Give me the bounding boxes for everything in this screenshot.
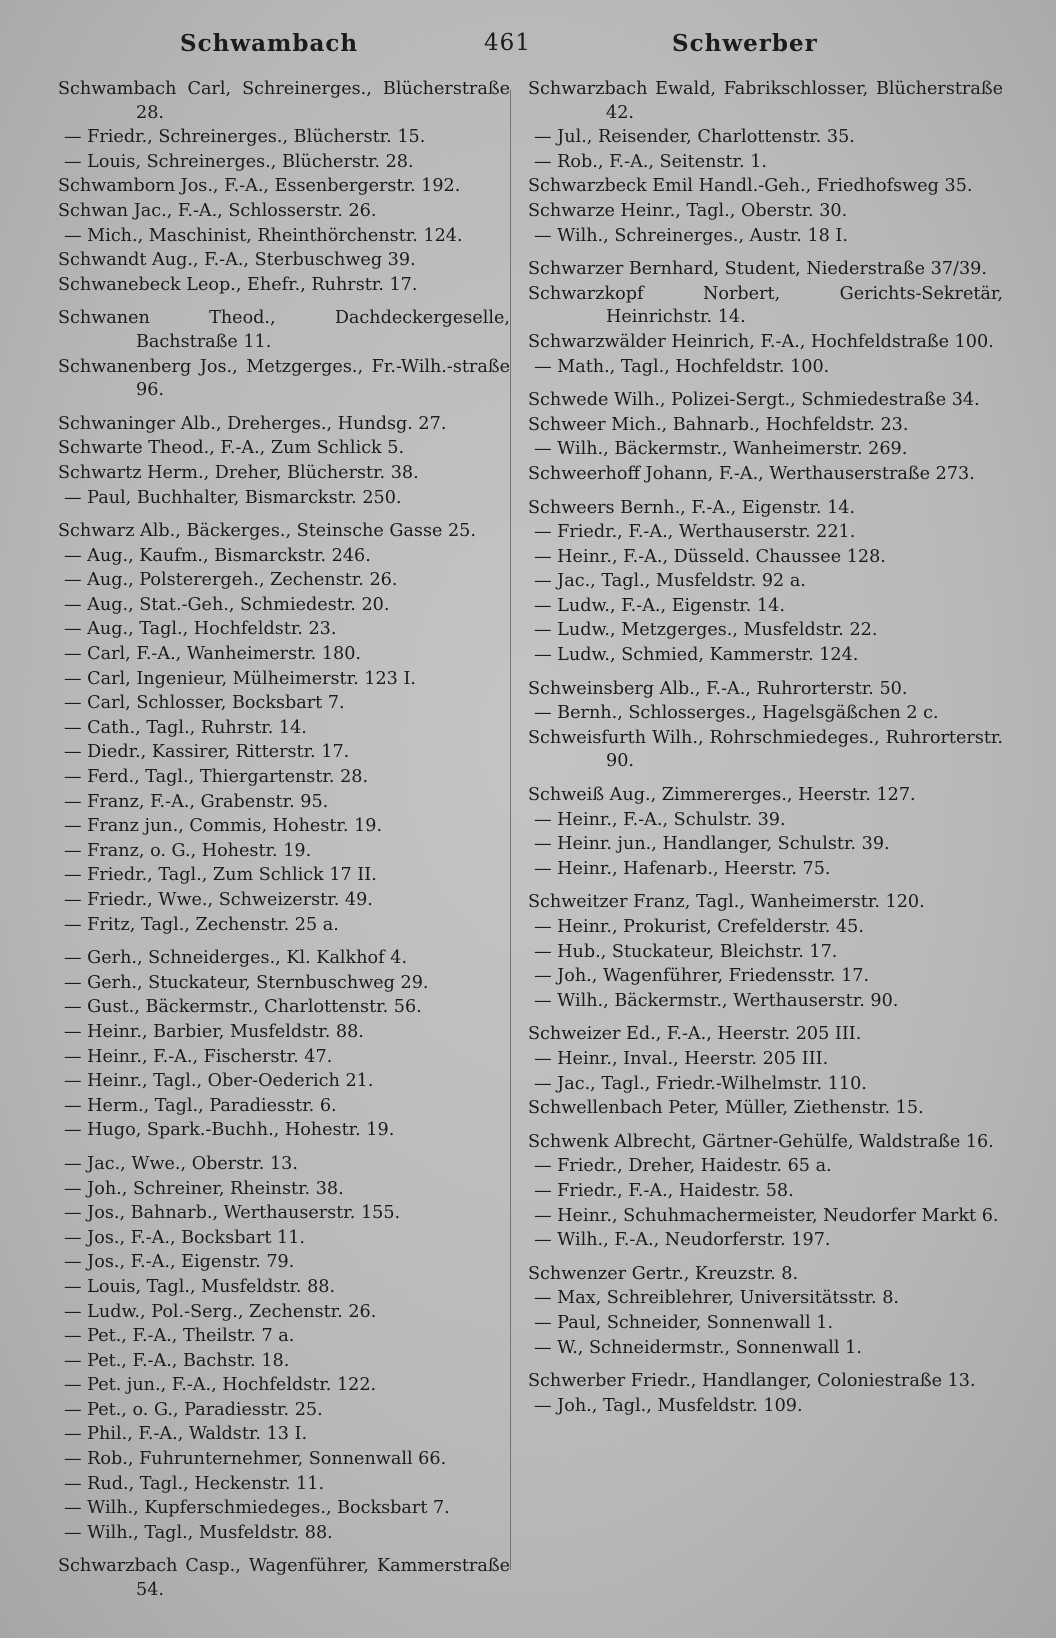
directory-entry: Schwan Jac., F.-A., Schlosserstr. 26. bbox=[58, 200, 377, 221]
directory-entry: — Ludw., F.-A., Eigenstr. 14. bbox=[534, 595, 785, 616]
directory-entry: — Hub., Stuckateur, Bleichstr. 17. bbox=[534, 941, 838, 962]
directory-entry: — Friedr., F.-A., Werthauserstr. 221. bbox=[534, 522, 856, 543]
right-column bbox=[528, 78, 1003, 1419]
directory-entry: — Hugo, Spark.-Buchh., Hohestr. 19. bbox=[64, 1120, 395, 1141]
directory-entry: — Jos., F.-A., Bocksbart 11. bbox=[64, 1227, 305, 1248]
directory-entry: — Paul, Buchhalter, Bismarckstr. 250. bbox=[64, 487, 402, 508]
directory-entry: — Wilh., Tagl., Musfeldstr. 88. bbox=[64, 1522, 333, 1543]
directory-entry: — Louis, Schreinerges., Blücherstr. 28. bbox=[64, 151, 414, 172]
directory-entry: — Heinr., Prokurist, Crefelderstr. 45. bbox=[534, 917, 864, 937]
directory-entry: — Ferd., Tagl., Thiergartenstr. 28. bbox=[64, 767, 369, 788]
directory-entry: — Rob., F.-A., Seitenstr. 1. bbox=[534, 151, 768, 172]
directory-entry: Schwandt Aug., F.-A., Sterbuschweg 39. bbox=[58, 250, 416, 271]
directory-entry: Schwanenberg Jos., Metzgerges., Fr.-Wilh.-straße 96. bbox=[58, 356, 510, 401]
directory-entry: — Heinr., Barbier, Musfeldstr. 88. bbox=[64, 1021, 364, 1042]
directory-entry: — Heinr., Hafenarb., Heerstr. 75. bbox=[534, 858, 831, 879]
directory-entry: — Pet., F.-A., Bachstr. 18. bbox=[64, 1350, 290, 1371]
directory-entry: — Rud., Tagl., Heckenstr. 11. bbox=[64, 1473, 325, 1494]
directory-entry: Schwarzbach Casp., Wagenführer, Kammerstraße 54. bbox=[58, 1556, 510, 1601]
directory-entry: Schwarzbach Ewald, Fabrikschlosser, Blücherstraße 42. bbox=[528, 79, 1003, 123]
directory-entry: Schwambach Carl, Schreinerges., Blücherstraße 28. bbox=[58, 79, 510, 123]
directory-entry: — Wilh., F.-A., Neudorferstr. 197. bbox=[534, 1230, 831, 1251]
directory-entry: Schweitzer Franz, Tagl., Wanheimerstr. 120. bbox=[528, 892, 925, 913]
running-head-left: Schwambach bbox=[180, 30, 359, 57]
directory-entry: — Bernh., Schlosserges., Hagelsgäßchen 2 c. bbox=[534, 703, 939, 724]
directory-entry: — Heinr. jun., Handlanger, Schulstr. 39. bbox=[534, 834, 890, 855]
directory-entry: — Gerh., Stuckateur, Sternbuschweg 29. bbox=[64, 972, 429, 993]
directory-entry: — Aug., Polsterergeh., Zechenstr. 26. bbox=[64, 570, 398, 591]
directory-entry: — Pet., o. G., Paradiesstr. 25. bbox=[64, 1399, 323, 1420]
directory-entry: — Gerh., Schneiderges., Kl. Kalkhof 4. bbox=[64, 948, 408, 969]
directory-entry: Schweisfurth Wilh., Rohrschmiedeges., Ruhrorterstr. 90. bbox=[528, 727, 1003, 772]
directory-entry: — Pet. jun., F.-A., Hochfeldstr. 122. bbox=[64, 1375, 377, 1396]
directory-entry: — Jos., Bahnarb., Werthauserstr. 155. bbox=[64, 1203, 401, 1224]
directory-entry: Schweizer Ed., F.-A., Heerstr. 205 III. bbox=[528, 1024, 862, 1045]
directory-entry: — Heinr., F.-A., Fischerstr. 47. bbox=[64, 1046, 333, 1067]
directory-entry: Schwarze Heinr., Tagl., Oberstr. 30. bbox=[528, 200, 848, 221]
directory-entry: Schwenzer Gertr., Kreuzstr. 8. bbox=[528, 1263, 799, 1284]
directory-entry: — Diedr., Kassirer, Ritterstr. 17. bbox=[64, 742, 350, 763]
directory-entry: — Max, Schreiblehrer, Universitätsstr. 8. bbox=[534, 1288, 900, 1309]
directory-entry: Schwellenbach Peter, Müller, Ziethenstr. 15. bbox=[528, 1098, 924, 1119]
page-number: 461 bbox=[484, 30, 531, 56]
directory-entry: — Heinr., Tagl., Ober-Oederich 21. bbox=[64, 1071, 374, 1092]
directory-entry: — W., Schneidermstr., Sonnenwall 1. bbox=[534, 1337, 862, 1358]
directory-entry: — Heinr., F.-A., Schulstr. 39. bbox=[534, 809, 786, 830]
directory-entry: — Franz jun., Commis, Hohestr. 19. bbox=[64, 816, 383, 837]
directory-entry: — Aug., Stat.-Geh., Schmiedestr. 20. bbox=[64, 594, 390, 615]
directory-entry: — Aug., Tagl., Hochfeldstr. 23. bbox=[64, 619, 337, 640]
directory-entry: Schwarte Theod., F.-A., Zum Schlick 5. bbox=[58, 438, 405, 459]
directory-entry: — Paul, Schneider, Sonnenwall 1. bbox=[534, 1312, 834, 1333]
directory-entry: Schwanen Theod., Dachdeckergeselle, Bachstraße 11. bbox=[58, 308, 510, 352]
directory-entry: — Ludw., Metzgerges., Musfeldstr. 22. bbox=[534, 620, 878, 641]
directory-entry: Schweers Bernh., F.-A., Eigenstr. 14. bbox=[528, 497, 856, 518]
directory-entry: Schwede Wilh., Polizei-Sergt., Schmiedestraße 34. bbox=[528, 390, 980, 411]
left-column bbox=[58, 78, 510, 1604]
directory-entry: — Joh., Tagl., Musfeldstr. 109. bbox=[534, 1395, 803, 1416]
directory-entry: — Franz, o. G., Hohestr. 19. bbox=[64, 840, 312, 861]
directory-entry: — Jos., F.-A., Eigenstr. 79. bbox=[64, 1252, 295, 1273]
directory-entry: — Gust., Bäckermstr., Charlottenstr. 56. bbox=[64, 997, 422, 1018]
column-divider bbox=[510, 90, 511, 1570]
directory-entry: Schwerber Friedr., Handlanger, Coloniestraße 13. bbox=[528, 1371, 976, 1392]
directory-entry: — Jul., Reisender, Charlottenstr. 35. bbox=[534, 127, 855, 148]
directory-entry: — Jac., Wwe., Oberstr. 13. bbox=[64, 1153, 298, 1174]
directory-entry: Schweiß Aug., Zimmererges., Heerstr. 127. bbox=[528, 785, 916, 806]
directory-entry: Schwamborn Jos., F.-A., Essenbergerstr. 192. bbox=[58, 176, 461, 197]
directory-entry: Schweerhoff Johann, F.-A., Werthauserstraße 273. bbox=[528, 463, 975, 484]
directory-entry: — Math., Tagl., Hochfeldstr. 100. bbox=[534, 356, 830, 377]
directory-entry: — Friedr., Wwe., Schweizerstr. 49. bbox=[64, 890, 373, 910]
directory-entry: — Heinr., Schuhmachermeister, Neudorfer Markt 6. bbox=[534, 1205, 999, 1226]
directory-entry: — Jac., Tagl., Musfeldstr. 92 a. bbox=[534, 571, 806, 592]
directory-entry: — Aug., Kaufm., Bismarckstr. 246. bbox=[64, 545, 371, 566]
directory-entry: Schwanebeck Leop., Ehefr., Ruhrstr. 17. bbox=[58, 274, 418, 295]
directory-entry: Schwartz Herm., Dreher, Blücherstr. 38. bbox=[58, 462, 419, 483]
directory-entry: — Carl, Schlosser, Bocksbart 7. bbox=[64, 693, 345, 714]
directory-entry: Schwarz Alb., Bäckerges., Steinsche Gasse 25. bbox=[58, 521, 476, 542]
directory-entry: — Heinr., F.-A., Düsseld. Chaussee 128. bbox=[534, 546, 886, 567]
directory-entry: — Jac., Tagl., Friedr.-Wilhelmstr. 110. bbox=[534, 1073, 867, 1094]
directory-entry: — Wilh., Bäckermstr., Wanheimerstr. 269. bbox=[534, 439, 908, 460]
directory-entry: — Carl, F.-A., Wanheimerstr. 180. bbox=[64, 644, 362, 665]
directory-entry: — Wilh., Kupferschmiedeges., Bocksbart 7. bbox=[64, 1498, 450, 1519]
directory-entry: — Friedr., Dreher, Haidestr. 65 a. bbox=[534, 1156, 832, 1177]
directory-entry: Schwarzwälder Heinrich, F.-A., Hochfeldstraße 100. bbox=[528, 331, 994, 352]
directory-entry: — Heinr., Inval., Heerstr. 205 III. bbox=[534, 1048, 829, 1069]
directory-entry: — Phil., F.-A., Waldstr. 13 I. bbox=[64, 1424, 308, 1445]
directory-entry: — Cath., Tagl., Ruhrstr. 14. bbox=[64, 717, 307, 738]
directory-entry: — Mich., Maschinist, Rheinthörchenstr. 124. bbox=[64, 225, 463, 246]
directory-entry: — Pet., F.-A., Theilstr. 7 a. bbox=[64, 1326, 295, 1347]
directory-entry: — Carl, Ingenieur, Mülheimerstr. 123 I. bbox=[64, 668, 417, 689]
directory-entry: Schweinsberg Alb., F.-A., Ruhrorterstr. 50. bbox=[528, 678, 908, 699]
directory-entry: — Ludw., Pol.-Serg., Zechenstr. 26. bbox=[64, 1301, 377, 1322]
directory-entry: — Franz, F.-A., Grabenstr. 95. bbox=[64, 791, 329, 812]
directory-entry: — Herm., Tagl., Paradiesstr. 6. bbox=[64, 1095, 337, 1116]
directory-entry: Schweer Mich., Bahnarb., Hochfeldstr. 23. bbox=[528, 414, 909, 435]
directory-entry: Schwenk Albrecht, Gärtner-Gehülfe, Waldstraße 16. bbox=[528, 1131, 994, 1152]
page-header bbox=[0, 30, 1056, 70]
directory-entry: — Joh., Wagenführer, Friedensstr. 17. bbox=[534, 966, 870, 987]
directory-entry: — Friedr., F.-A., Haidestr. 58. bbox=[534, 1180, 794, 1201]
directory-entry: — Friedr., Schreinerges., Blücherstr. 15. bbox=[64, 127, 426, 148]
directory-entry: — Louis, Tagl., Musfeldstr. 88. bbox=[64, 1276, 336, 1297]
directory-entry: Schwarzbeck Emil Handl.-Geh., Friedhofsweg 35. bbox=[528, 176, 973, 197]
directory-entry: Schwarzkopf Norbert, Gerichts-Sekretär, Heinrichstr. 14. bbox=[528, 283, 1003, 328]
directory-entry: Schwaninger Alb., Dreherges., Hundsg. 27. bbox=[58, 413, 447, 434]
directory-entry: — Friedr., Tagl., Zum Schlick 17 II. bbox=[64, 865, 377, 886]
directory-entry: — Joh., Schreiner, Rheinstr. 38. bbox=[64, 1178, 344, 1199]
directory-entry: — Fritz, Tagl., Zechenstr. 25 a. bbox=[64, 914, 339, 935]
directory-entry: — Ludw., Schmied, Kammerstr. 124. bbox=[534, 645, 859, 666]
directory-entry: — Wilh., Bäckermstr., Werthauserstr. 90. bbox=[534, 990, 899, 1011]
directory-entry: — Wilh., Schreinerges., Austr. 18 I. bbox=[534, 225, 848, 246]
running-head-right: Schwerber bbox=[672, 30, 818, 57]
directory-entry: — Rob., Fuhrunternehmer, Sonnenwall 66. bbox=[64, 1449, 447, 1470]
directory-entry: Schwarzer Bernhard, Student, Niederstraße 37/39. bbox=[528, 259, 987, 280]
